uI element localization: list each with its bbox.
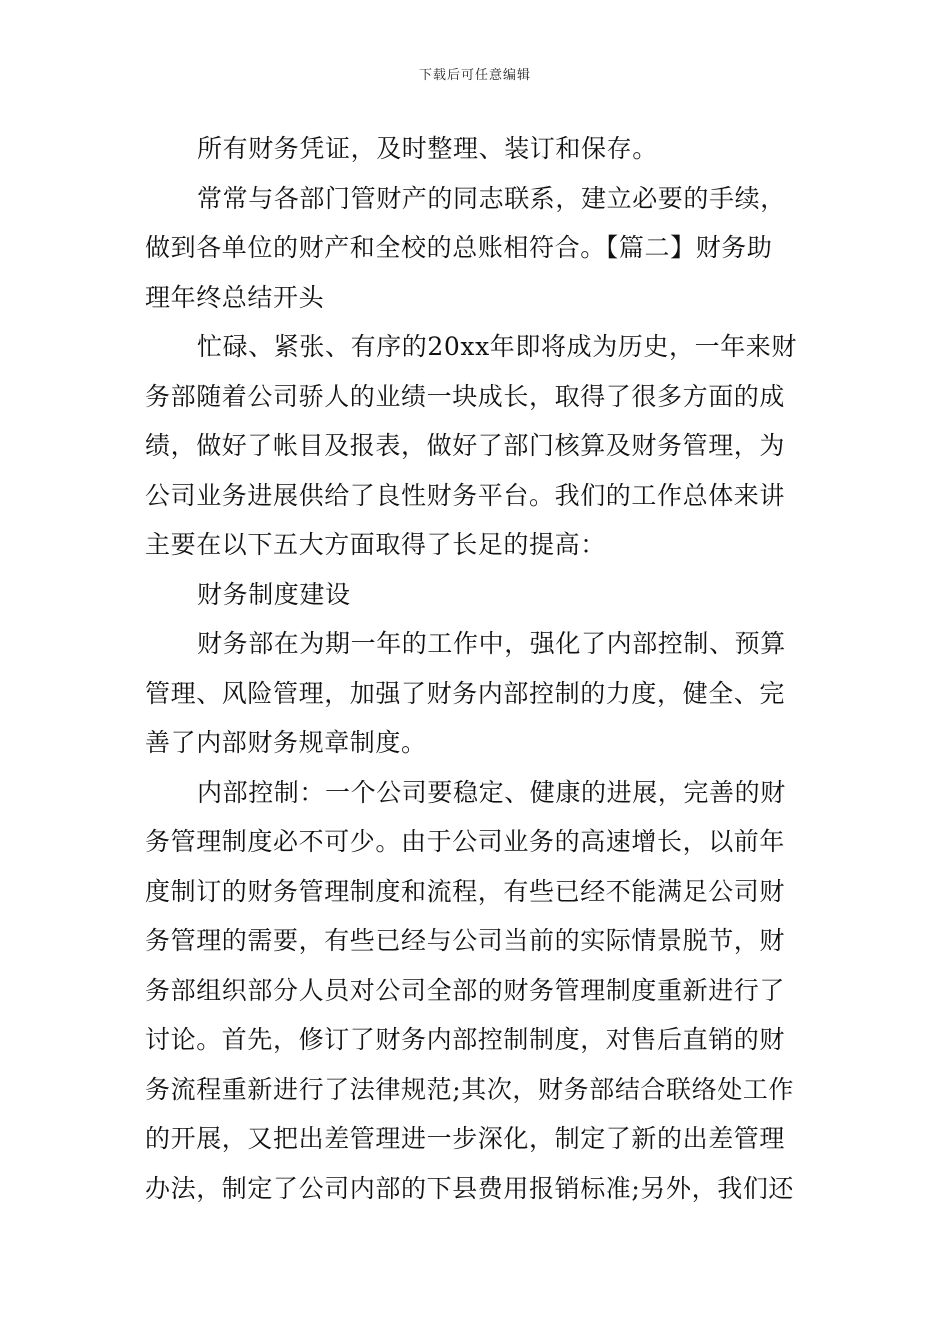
- text-line: 内部控制：一个公司要稳定、健康的进展，完善的财: [197, 777, 786, 807]
- section-heading-finance-system: [145, 570, 807, 620]
- text-line: 公司业务进展供给了良性财务平台。我们的工作总体来讲: [145, 480, 786, 510]
- text-line: 常常与各部门管财产的同志联系，建立必要的手续，: [197, 183, 786, 213]
- text-line: 务管理的需要，有些已经与公司当前的实际情景脱节，财: [145, 926, 786, 955]
- text-line: 讨论。首先，修订了财务内部控制制度，对售后直销的财: [145, 1025, 786, 1054]
- text-line: 财务部在为期一年的工作中，强化了内部控制、预算: [197, 629, 786, 658]
- text-line: 理年终总结开头: [145, 282, 325, 312]
- text-line: 做到各单位的财产和全校的总账相符合。【篇二】财务助: [145, 233, 773, 262]
- text-line: 务部随着公司骄人的业绩一块成长，取得了很多方面的成: [145, 381, 786, 411]
- text-line: 度制订的财务管理制度和流程，有些已经不能满足公司财: [145, 876, 786, 906]
- paragraph-5: [145, 619, 807, 768]
- text-line: 务流程重新进行了法律规范;其次，财务部结合联络处工作: [145, 1074, 795, 1104]
- text-line: 务部组织部分人员对公司全部的财务管理制度重新进行了: [145, 975, 786, 1005]
- text-line: 务管理制度必不可少。由于公司业务的高速增长，以前年: [145, 827, 786, 856]
- text-line: 忙碌、紧张、有序的20xx年即将成为历史，一年来财: [197, 332, 798, 361]
- text-line: 主要在以下五大方面取得了长足的提高：: [145, 530, 606, 559]
- document-body: [145, 124, 807, 1213]
- page-header-note: 下载后可任意编辑: [418, 68, 531, 83]
- text-line: 的开展，又把出差管理进一步深化，制定了新的出差管理: [145, 1124, 786, 1153]
- paragraph-3: [145, 322, 807, 570]
- paragraph-1: [145, 124, 807, 174]
- text-line: 所有财务凭证，及时整理、装订和保存。: [197, 134, 658, 163]
- text-line: 办法，制定了公司内部的下县费用报销标准;另外，我们还: [145, 1173, 795, 1203]
- text-line: 管理、风险管理，加强了财务内部控制的力度，健全、完: [145, 678, 786, 708]
- text-line: 绩，做好了帐目及报表，做好了部门核算及财务管理，为: [145, 431, 786, 460]
- text-line: 善了内部财务规章制度。: [145, 728, 427, 757]
- text-line: 财务制度建设: [197, 579, 351, 609]
- paragraph-6: [145, 768, 807, 1214]
- paragraph-2: [145, 174, 807, 323]
